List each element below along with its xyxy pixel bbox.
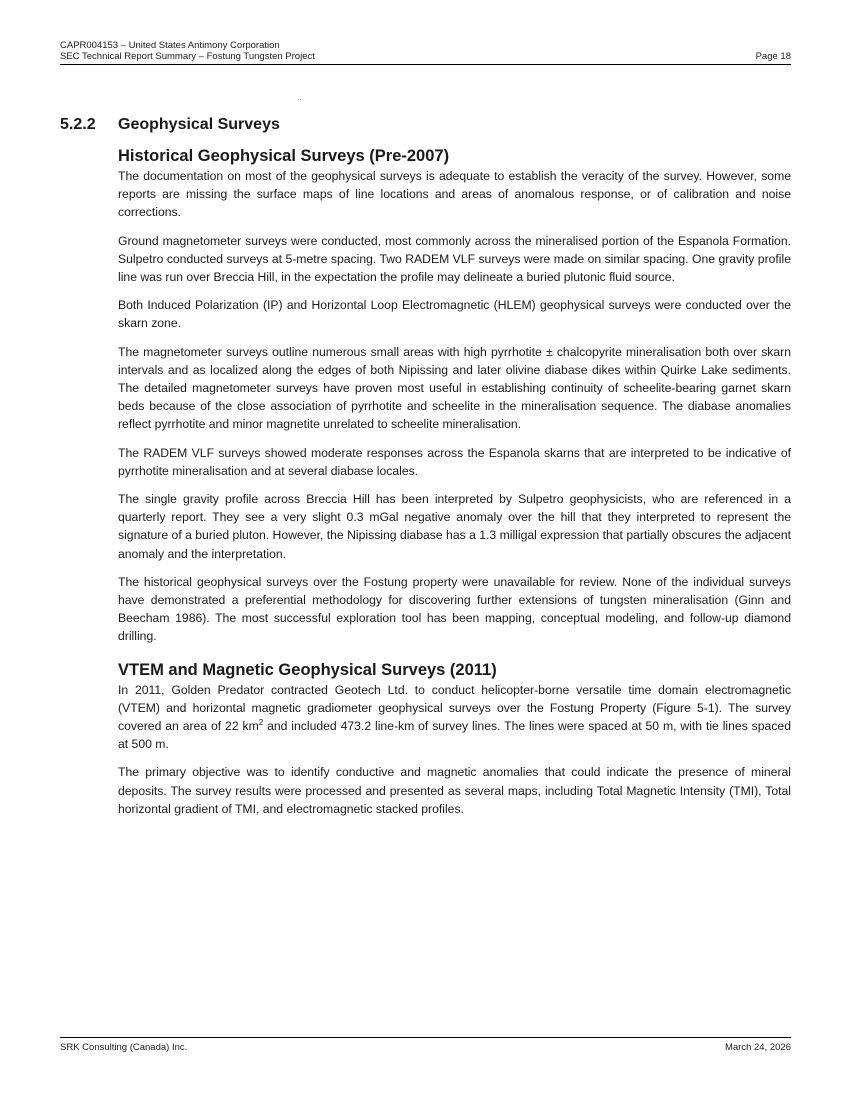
historical-paragraph-6: The single gravity profile across Breccia Hill has been interpreted by Sulpetro geophysicists, who are referenced in a quarterly report. They see a very slight 0.3 mGal negative anomaly over the hill that they interpreted to represent the signature of a buried pluton. However, the Nipissing diabase has a 1.3 milligal expression that partially obscures the adjacent anomaly and the interpretation.: [118, 492, 791, 561]
header-report-title: SEC Technical Report Summary – Fostung Tungsten Project: [60, 51, 315, 62]
historical-paragraph-5: The RADEM VLF surveys showed moderate responses across the Espanola skarns that are interpreted to be indicative of pyrrhotite mineralisation and at several diabase locales.: [118, 445, 791, 478]
section-title: Geophysical Surveys: [118, 116, 280, 133]
section-number: 5.2.2: [60, 116, 96, 133]
stray-mark: [300, 99, 301, 100]
vtem-heading: VTEM and Magnetic Geophysical Surveys (2011): [118, 660, 497, 679]
historical-paragraph-1: The documentation on most of the geophysical surveys is adequate to establish the veracity of the survey. However, some reports are missing the surface maps of line locations and areas of anomalous response, or of calibration and noise corrections.: [118, 169, 791, 220]
vtem-paragraph-2: The primary objective was to identify conductive and magnetic anomalies that could indicate the presence of mineral deposits. The survey results were processed and presented as several maps, including Total Magnetic Intensity (TMI), Total horizontal gradient of TMI, and electromagnetic stacked profiles.: [118, 765, 791, 816]
main-content: [118, 146, 791, 828]
header-page-number: Page 18: [755, 51, 791, 62]
section-heading: [60, 116, 280, 134]
header-report-id: CAPR004153 – United States Antimony Corporation: [60, 40, 280, 51]
historical-paragraph-3: Both Induced Polarization (IP) and Horizontal Loop Electromagnetic (HLEM) geophysical surveys were conducted over the skarn zone.: [118, 298, 791, 331]
historical-paragraph-7: The historical geophysical surveys over the Fostung property were unavailable for review. None of the individual surveys have demonstrated a preferential methodology for discovering further extensions of tungsten mineralisation (Ginn and Beecham 1986). The most successful exploration tool has been mapping, conceptual modeling, and follow-up diamond drilling.: [118, 574, 791, 644]
page-header: [60, 40, 791, 65]
historical-paragraph-4: The magnetometer surveys outline numerous small areas with high pyrrhotite ± chalcopyrite mineralisation both over skarn intervals and as localized along the edges of both Nipissing and later olivine diabase dikes within Quirke Lake sediments. The detailed magnetometer surveys have proven most useful in establishing continuity of scheelite-bearing garnet skarn beds because of the close association of pyrrhotite and scheelite in the mineralisation sequence. The diabase anomalies reflect pyrrhotite and minor magnetite unrelated to scheelite mineralisation.: [118, 344, 791, 432]
vtem-p1-after: and included 473.2 line-km of survey lines. The lines were spaced at 50 m, with tie lines spaced at 500 m.: [118, 719, 791, 752]
vtem-p1-superscript: 2: [258, 718, 264, 728]
vtem-p1-before: In 2011, Golden Predator contracted Geotech Ltd. to conduct helicopter-borne versatile time domain electromagnetic (VTEM) and horizontal magnetic gradiometer geophysical surveys over the Fostung Property (Figure 5-1). The survey covered an area of 22 km: [118, 682, 791, 734]
page-footer: [60, 1037, 791, 1053]
footer-date: March 24, 2026: [724, 1042, 791, 1053]
historical-paragraph-2: Ground magnetometer surveys were conducted, most commonly across the mineralised portion of the Espanola Formation. Sulpetro conducted surveys at 5-metre spacing. Two RADEM VLF surveys were made on similar spacing. One gravity profile line was run over Breccia Hill, in the expectation the profile may delineate a buried plutonic fluid source.: [118, 233, 791, 285]
vtem-paragraph-1: [118, 681, 791, 754]
footer-company: SRK Consulting (Canada) Inc.: [60, 1042, 188, 1053]
historical-heading: Historical Geophysical Surveys (Pre-2007): [118, 147, 450, 165]
